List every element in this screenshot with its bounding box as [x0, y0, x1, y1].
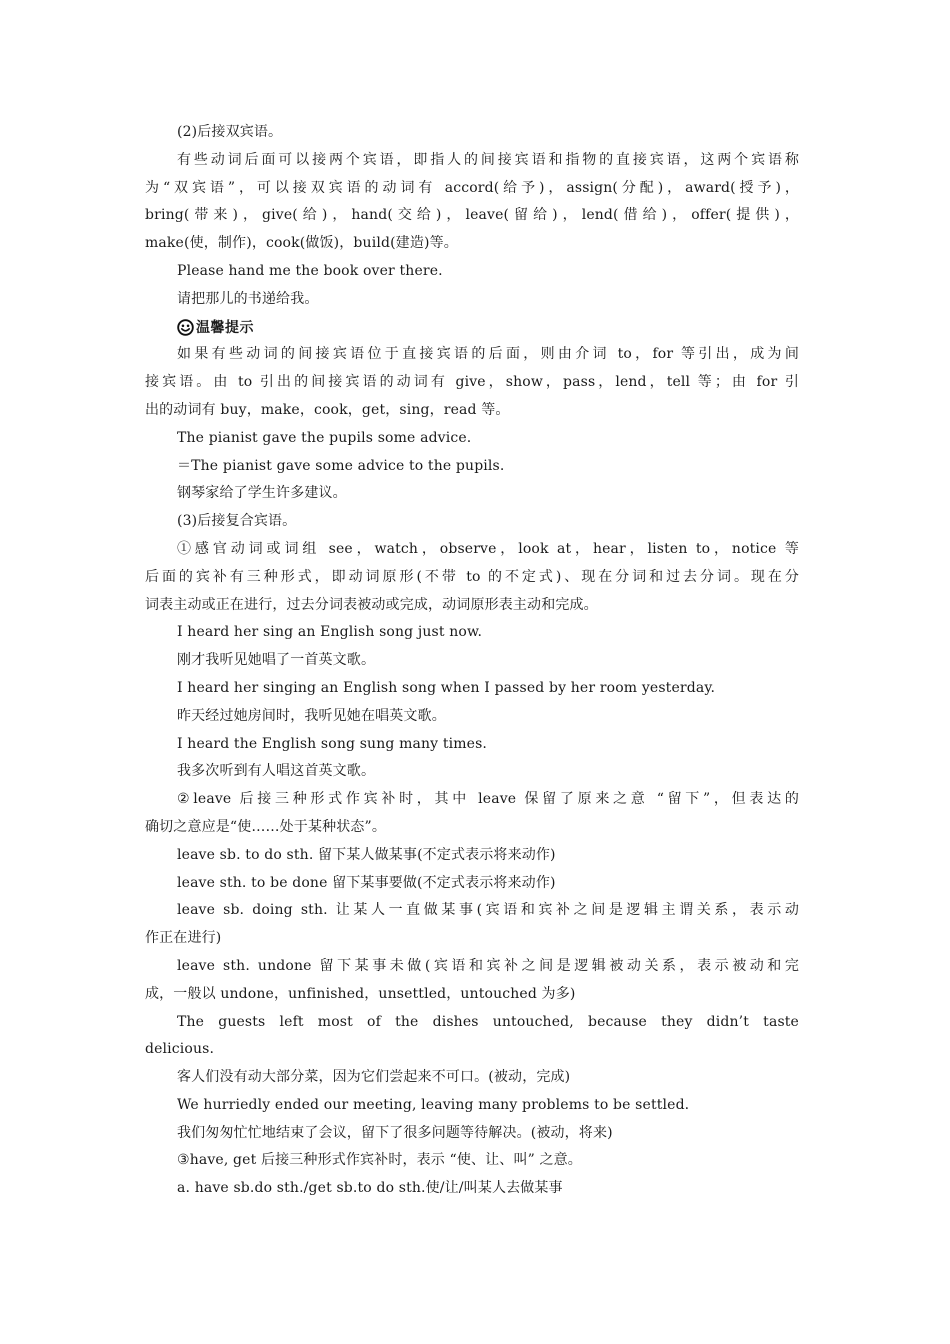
text-line: 成，一般以 undone，unfinished，unsettled，untouched 为多): [145, 985, 576, 1002]
text-line: 后面的宾补有三种形式，即动词原形(不带 to 的不定式)、现在分词和过去分词。现在分: [145, 568, 799, 585]
text-line: leave sth. to be done 留下某事要做(不定式表示将来动作): [177, 874, 556, 891]
text-line: a. have sb.do sth./get sb.to do sth.使/让/叫某人去做某事: [177, 1180, 563, 1197]
text-line: (3)后接复合宾语。: [177, 513, 297, 530]
text-line: ②leave 后接三种形式作宾补时，其中 leave 保留了原来之意 “留下”，但表达的: [177, 791, 799, 808]
text-line: make(使，制作)，cook(做饭)，build(建造)等。: [145, 235, 458, 252]
text-line: 我多次听到有人唱这首英文歌。: [177, 763, 376, 780]
text-line: The pianist gave the pupils some advice.: [177, 429, 472, 446]
text-line: 如果有些动词的间接宾语位于直接宾语的后面，则由介词 to，for 等引出，成为间: [177, 346, 799, 363]
text-line: 出的动词有 buy，make，cook，get，sing，read 等。: [145, 401, 510, 418]
text-line: 昨天经过她房间时，我听见她在唱英文歌。: [177, 707, 446, 724]
document-body: [145, 119, 799, 1203]
text-line: leave sb. doing sth. 让某人一直做某事(宾语和宾补之间是逻辑主谓关系，表示动: [177, 902, 799, 919]
text-line: 刚才我听见她唱了一首英文歌。: [177, 652, 376, 669]
tip-heading: [145, 314, 799, 342]
text-line: ＝The pianist gave some advice to the pupils.: [177, 457, 505, 474]
text-line: I heard her sing an English song just now.: [177, 624, 483, 641]
text-line: The guests left most of the dishes untouched, because they didn’t taste: [177, 1013, 799, 1030]
text-line: 接宾语。由 to 引出的间接宾语的动词有 give，show，pass，lend，tell 等；由 for 引: [145, 374, 799, 391]
text-line: 我们匆匆忙忙地结束了会议，留下了很多问题等待解决。(被动，将来): [177, 1124, 613, 1141]
text-line: delicious.: [145, 1041, 215, 1058]
text-line: I heard her singing an English song when I passed by her room yesterday.: [177, 679, 716, 696]
text-line: bring(带来)，give(给)，hand(交给)，leave(留给)，lend(借给)，offer(提供)，: [145, 207, 799, 224]
text-line: Please hand me the book over there.: [177, 262, 443, 279]
text-line: (2)后接双宾语。: [177, 124, 283, 140]
text-line: 请把那儿的书递给我。: [177, 290, 319, 307]
text-line: leave sb. to do sth. 留下某人做某事(不定式表示将来动作): [177, 846, 556, 863]
text-line: 钢琴家给了学生许多建议。: [177, 485, 347, 502]
text-line: I heard the English song sung many times.: [177, 735, 488, 752]
text-line: 确切之意应是“使……处于某种状态”。: [145, 818, 387, 835]
smiley-icon: [177, 319, 194, 336]
tip-label: 温馨提示: [196, 320, 254, 337]
text-line: ①感官动词或词组 see，watch，observe，look at，hear，listen to，notice 等: [177, 540, 799, 557]
text-line: We hurriedly ended our meeting, leaving many problems to be settled.: [177, 1096, 690, 1113]
text-line: ③have, get 后接三种形式作宾补时，表示 “使、让、叫” 之意。: [177, 1152, 582, 1169]
text-line: 作正在进行): [145, 930, 222, 947]
text-line: 为“双宾语”，可以接双宾语的动词有 accord(给予)，assign(分配)，award(授予)，: [145, 179, 799, 196]
text-line: 客人们没有动大部分菜，因为它们尝起来不可口。(被动，完成): [177, 1069, 571, 1086]
text-line: leave sth. undone 留下某事未做(宾语和宾补之间是逻辑被动关系，表示被动和完: [177, 957, 799, 974]
text-line: 词表主动或正在进行，过去分词表被动或完成，动词原形表主动和完成。: [145, 596, 598, 613]
text-line: 有些动词后面可以接两个宾语，即指人的间接宾语和指物的直接宾语，这两个宾语称: [177, 151, 799, 168]
